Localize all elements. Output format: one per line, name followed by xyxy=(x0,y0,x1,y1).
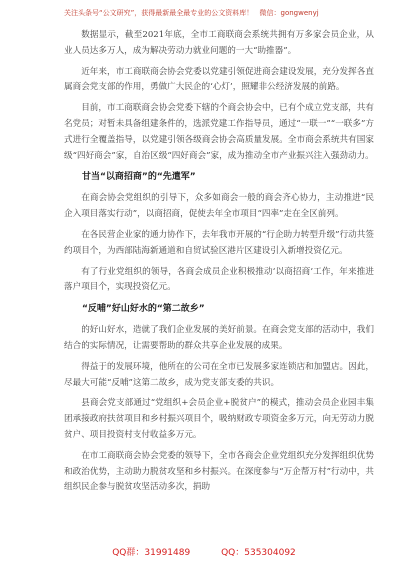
paragraph: 得益于的发展环境，他所在的公司在全市已发展多家连锁店和加盟店。因此，尽最大可能“反哺”这第二故乡，成为党支部支委的共识。 xyxy=(64,361,374,388)
footer-qq-group: QQ群：31991489 xyxy=(112,548,191,558)
paragraph: 县商会党支部通过“党组织+会员企业+脱贫户”的模式，推动会员企业园丰集团承接政府扶贫项目和乡村振兴项目个，吸纳财政专项资金多万元，向无劳动力脱贫户、项目投资村支付收益多万元。 xyxy=(64,398,374,440)
paragraph: 有了行业党组织的领导，各商会成员企业积极推动‘以商招商’工作，年来推进落户项目个，实现投资亿元。 xyxy=(64,266,374,293)
paragraph: 数据显示，截至2021年底，全市工商联商会系统共拥有万多家会员企业，从业人员达多万人，成为解决劳动力就业问题的一大“助推器”。 xyxy=(64,30,374,56)
section-heading: “反哺”好山好水的“第二故乡” xyxy=(82,304,205,315)
paragraph: 近年来，市工商联商会协会党委以党建引领促进商会建设发展，充分发挥各直属商会党支部的作用，勇做广大民企的‘心灯’，照耀非公经济发展的前路。 xyxy=(64,66,374,93)
paragraph: 在各民营企业家的通力协作下，去年我市开展的“行企助力转型升级”行动共签约项目个，为西部陆海新通道和自贸试验区港片区建设引入新增投资亿元。 xyxy=(64,229,374,256)
section-heading: 甘当“以商招商”的“先遣军” xyxy=(82,172,196,183)
paragraph: 的好山好水，造就了我们企业发展的美好前景。在商会党支部的活动中，我们结合的实际情况，让需要帮助的群众共享企业发展的成果。 xyxy=(64,325,374,351)
page-footer xyxy=(0,545,408,558)
page-header xyxy=(64,8,398,18)
paragraph: 在商会协会党组织的引导下，众多如商会一般的商会齐心协力，主动推进“民企入项目落实行动”，以商招商，促使去年全市项目“四率”走在全区前列。 xyxy=(64,193,374,220)
header-wechat: 微信：gongwenyj xyxy=(259,9,319,17)
paragraph: 在市工商联商会协会党委的领导下，全市各商会企业党组织充分发挥组织优势和政治优势，主动助力脱贫攻坚和乡村振兴。在深度参与“万企帮万村”行动中，共组织民企参与脱贫攻坚活动多次，捐助 xyxy=(64,450,374,493)
paragraph: 目前，市工商联商会协会党委下辖的个商会协会中，已有个成立党支部，共有名党员；对暂未具备组建条件的，选派党建工作指导员，通过“一联一”“一联多”方式进行全覆盖指导，以党建引领各级商会协会高质量发展。全市商会系统共有国家级“四好商会”家，自治区级“四好商会”家，成为推动全市产业振兴注入强劲动力。 xyxy=(64,103,374,161)
document-body xyxy=(64,28,374,501)
footer-qq: QQ：535304092 xyxy=(221,548,296,558)
header-notice: 关注头条号“公文研究”，获得最新最全最专业的公文资料库！ xyxy=(64,9,254,17)
